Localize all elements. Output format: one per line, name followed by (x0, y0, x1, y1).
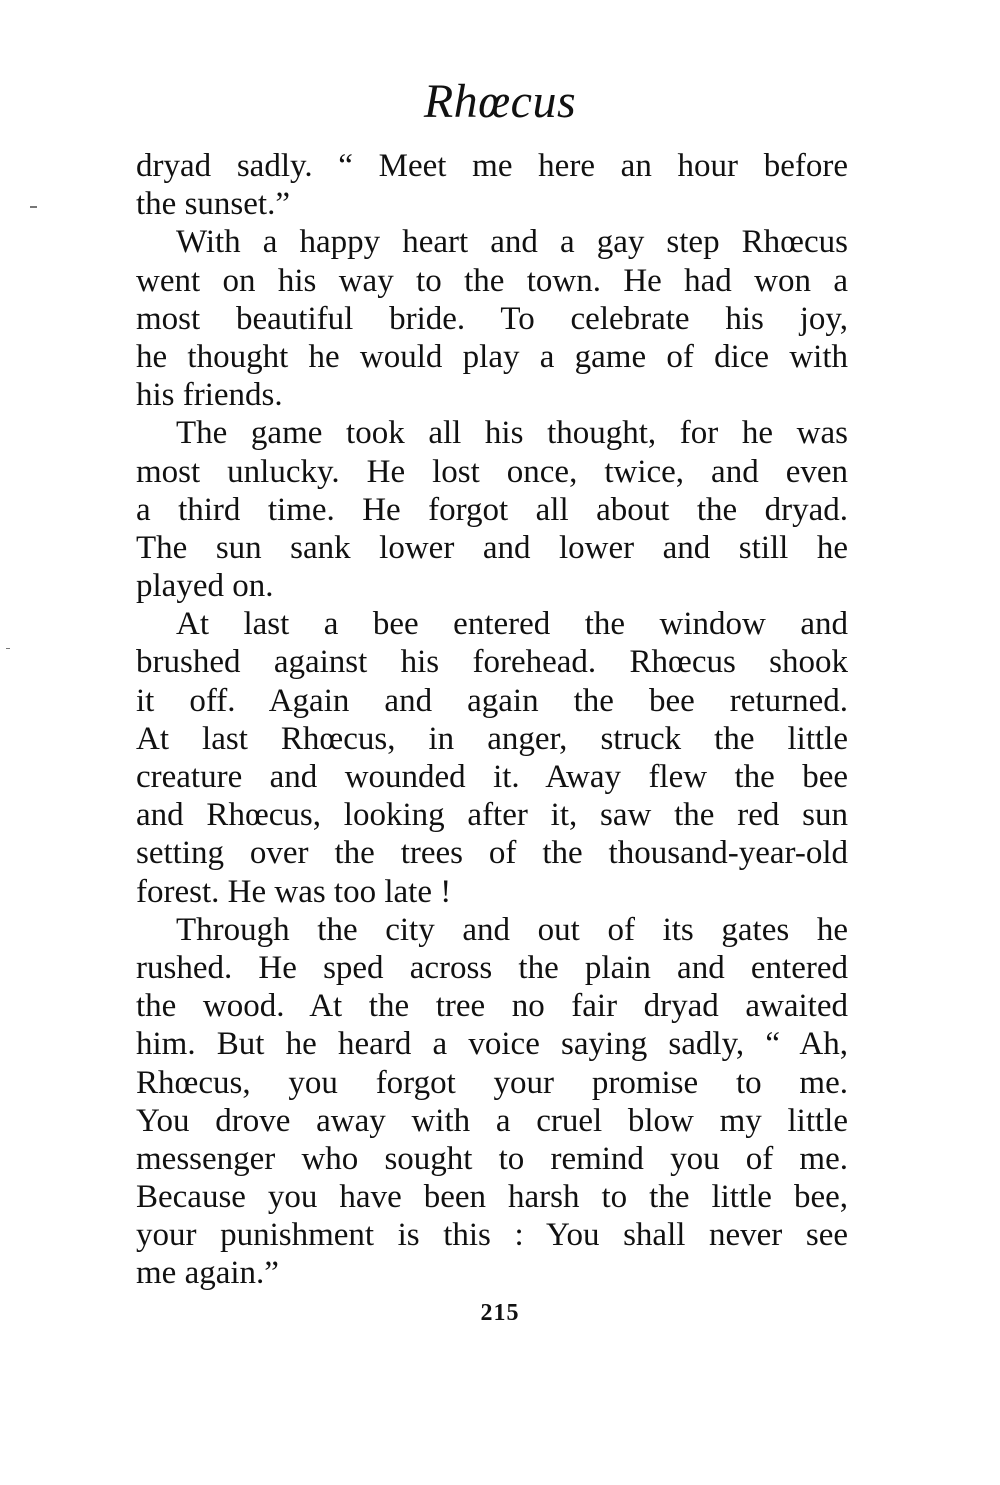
text-line: The game took all his thought, for he was (176, 415, 848, 452)
text-line: forest. He was too late ! (136, 873, 452, 910)
text-line: creature and wounded it. Away flew the bee (136, 759, 848, 795)
text-line: a third time. He forgot all about the dryad. (136, 491, 848, 528)
text-line: Because you have been harsh to the little bee, (136, 1179, 848, 1216)
scan-speck (6, 648, 10, 649)
text-line: The sun sank lower and lower and still he (136, 529, 848, 566)
text-line: rushed. He sped across the plain and entered (136, 949, 848, 986)
text-line: and Rhœcus, looking after it, saw the red sun (136, 797, 848, 834)
text-line: You drove away with a cruel blow my little (136, 1102, 848, 1139)
text-line: With a happy heart and a gay step Rhœcus (176, 224, 848, 261)
text-line: the wood. At the tree no fair dryad awaited (136, 988, 848, 1025)
text-line: messenger who sought to remind you of me. (136, 1140, 848, 1177)
text-line: most unlucky. He lost once, twice, and even (136, 453, 848, 490)
text-line: went on his way to the town. He had won a (136, 262, 848, 299)
page-number: 215 (480, 1300, 520, 1326)
text-line: dryad sadly. “ Meet me here an hour before (136, 148, 848, 184)
text-line: the sunset.” (136, 186, 290, 223)
text-line: Through the city and out of its gates he (176, 911, 848, 948)
text-line: his friends. (136, 377, 283, 414)
text-line: him. But he heard a voice saying sadly, “ Ah, (136, 1026, 848, 1063)
text-line: Rhœcus, you forgot your promise to me. (136, 1064, 848, 1101)
text-line: At last a bee entered the window and (176, 606, 848, 643)
text-line: most beautiful bride. To celebrate his joy, (136, 300, 848, 337)
text-line: played on. (136, 568, 274, 605)
text-line: brushed against his forehead. Rhœcus shook (136, 644, 848, 681)
text-line: setting over the trees of the thousand-year-old (136, 835, 848, 872)
body-text (136, 147, 848, 1293)
text-line: At last Rhœcus, in anger, struck the little (136, 720, 848, 757)
text-line: me again.” (136, 1255, 279, 1292)
text-line: your punishment is this : You shall never see (136, 1217, 848, 1254)
running-head-title: Rhœcus (423, 75, 577, 128)
text-line: it off. Again and again the bee returned. (136, 682, 848, 719)
text-line: he thought he would play a game of dice with (136, 338, 848, 375)
scan-speck (30, 206, 37, 208)
